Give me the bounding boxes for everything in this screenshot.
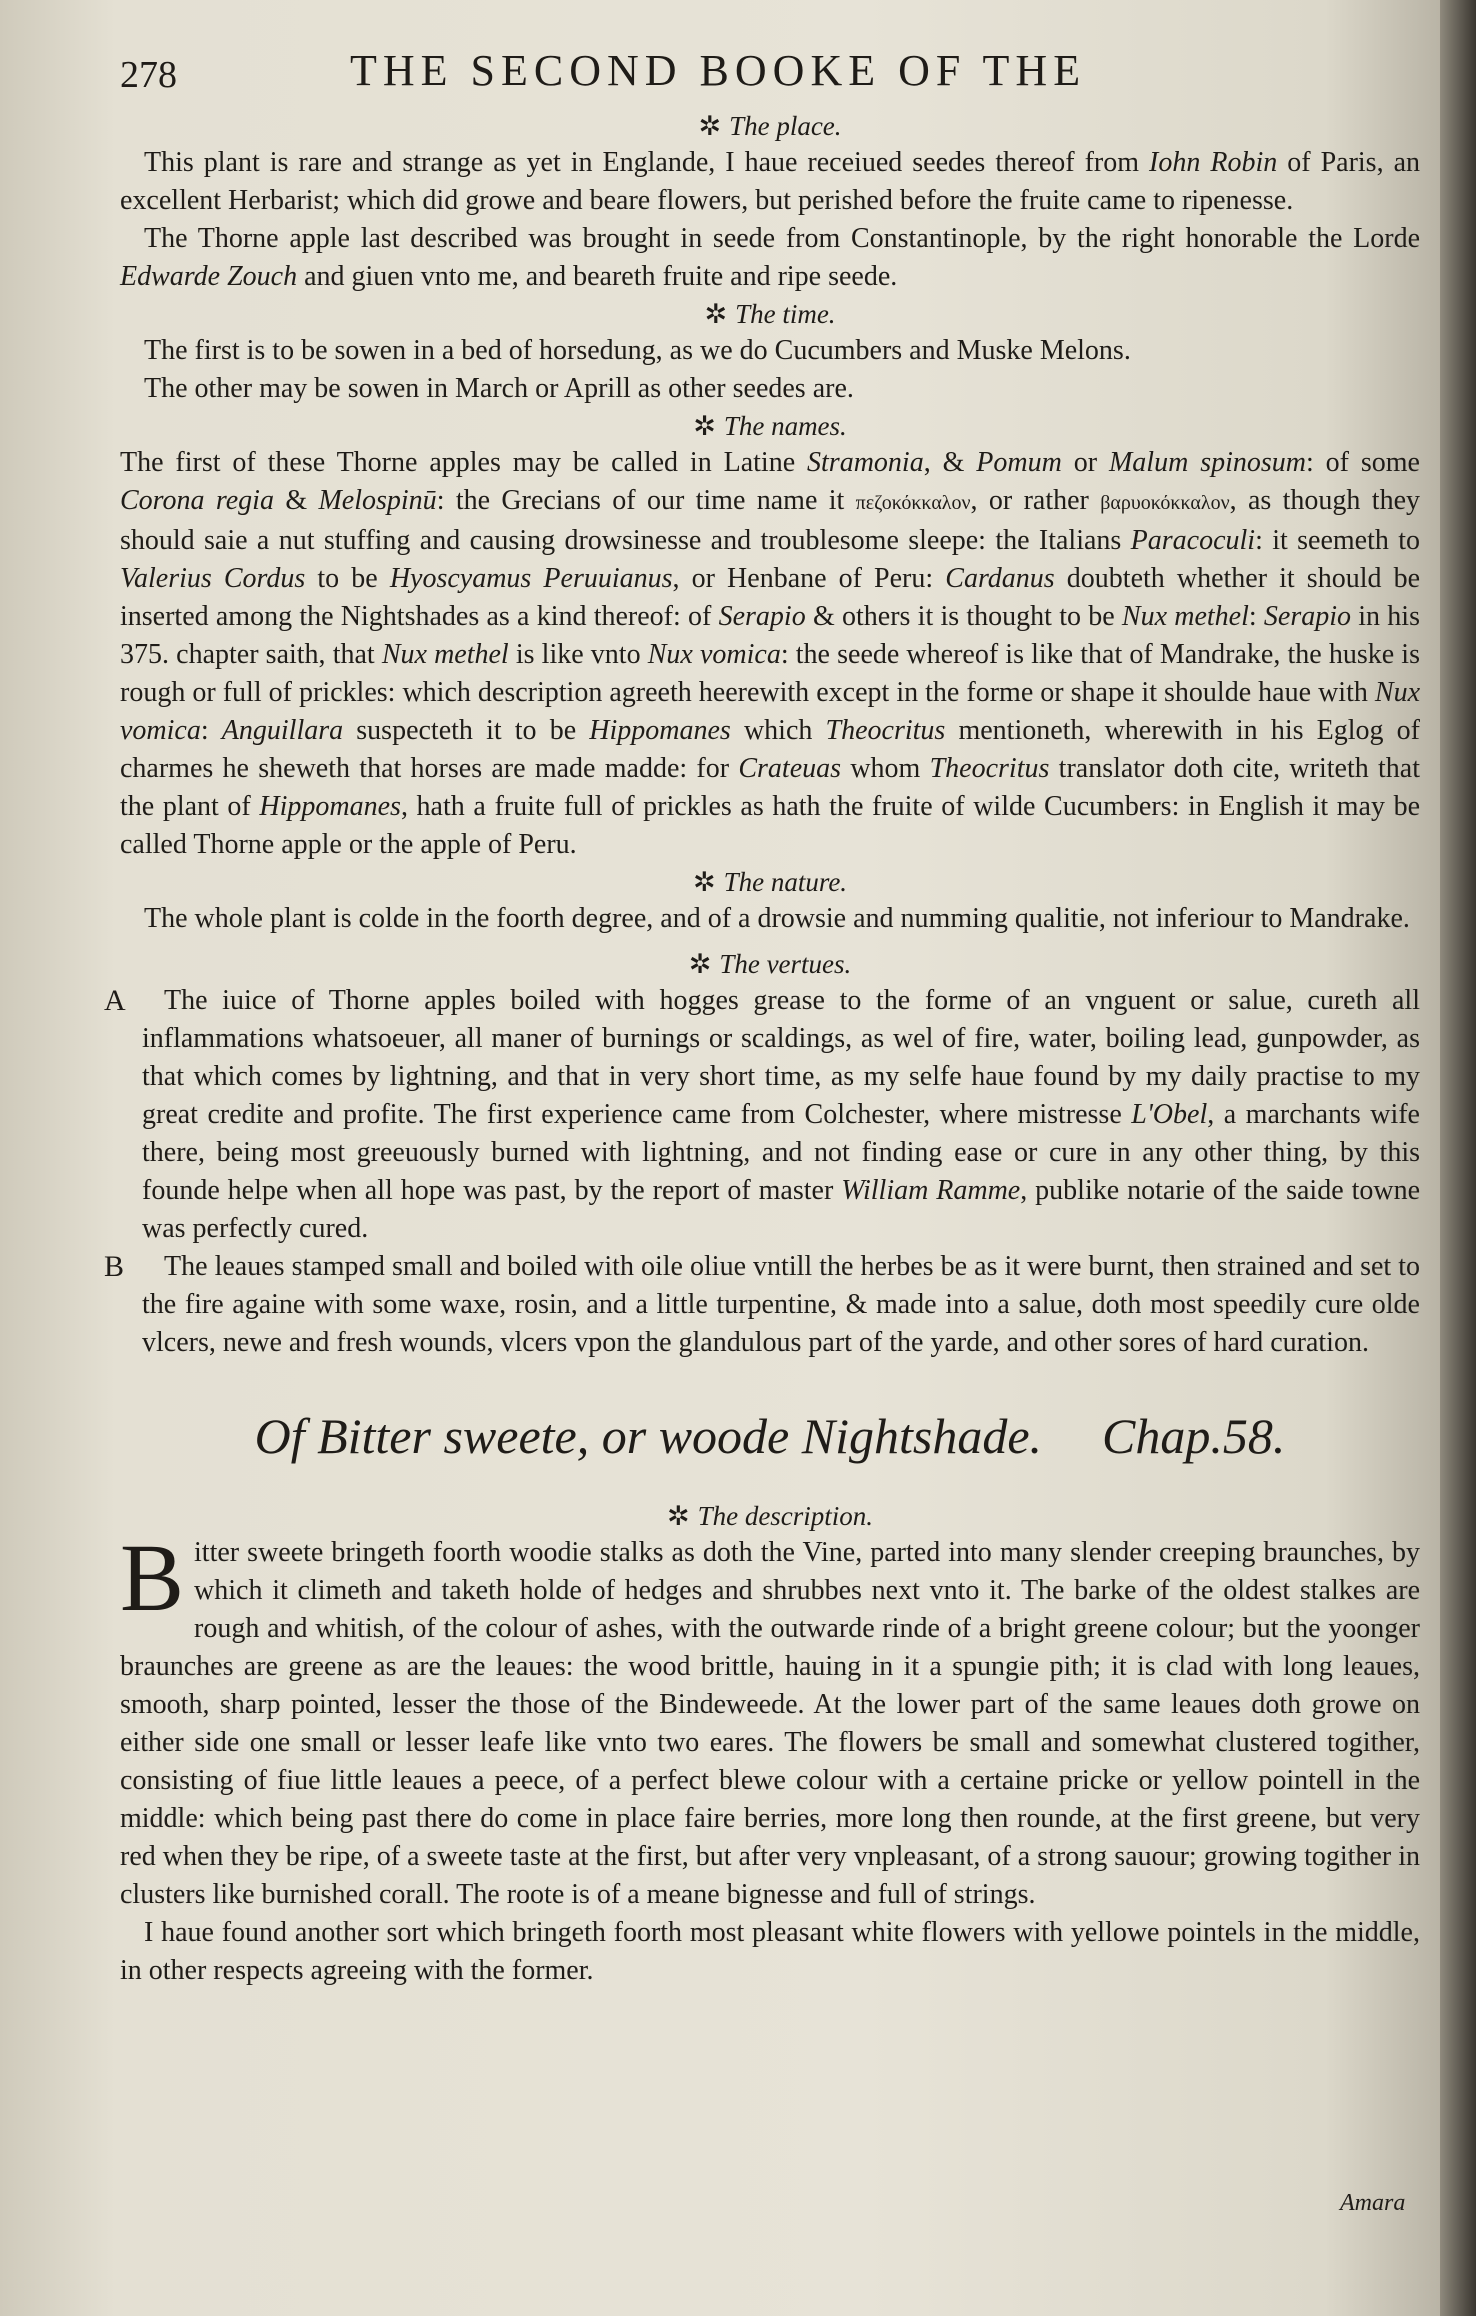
nature-paragraph: The whole plant is colde in the foorth degree, and of a drowsie and numming qualitie, not inferiour to Mandrake. (144, 903, 1410, 934)
names-paragraph: The first of these Thorne apples may be called in Latine Stramonia, & Pomum or Malum spinosum: of some Corona regia & Melospinū: the Grecians of our time name it πεζοκόκκαλον, or rather βαρυοκόκκαλον, as though they should saie a nut stuffing and causing drowsinesse and troublesome sleepe: the Italians Paracoculi: it seemeth to Valerius Cordus to be Hyoscyamus Peruuianus, or Henbane of Peru: Cardanus doubteth whether it should be inserted among the Nightshades as a kind thereof: of Serapio & others it is thought to be Nux methel: Serapio in his 375. chapter saith, that Nux methel is like vnto Nux vomica: the seede whereof is like that of Mandrake, the huske is rough or full of prickles: which description agreeth heerewith except in the forme or shape it shoulde haue with Nux vomica: Anguillara suspecteth it to be Hippomanes which Theocritus mentioneth, wherewith in his Eglog of charmes he sheweth that horses are made madde: for Crateuas whom Theocritus translator doth cite, writeth that the plant of Hippomanes, hath a fruite full of prickles as hath the fruite of wilde Cucumbers: in English it may be called Thorne apple or the apple of Peru. (120, 447, 1421, 860)
page-edge (1440, 0, 1476, 2316)
chapter-number: Chap.58. (1102, 1408, 1286, 1464)
fleuron-icon: ✲ (693, 411, 716, 441)
vertue-letter-b: B (104, 1250, 125, 1283)
fleuron-icon: ✲ (698, 111, 722, 141)
fleuron-icon: ✲ (704, 299, 728, 329)
fleuron-icon: ✲ (692, 867, 716, 897)
heading-time: ✲ The time. (704, 299, 836, 329)
chapter-name: Of Bitter sweete, or woode Nightshade. (254, 1408, 1043, 1464)
time-paragraph-1: The first is to be sowen in a bed of horsedung, as we do Cucumbers and Muske Melons. (144, 335, 1131, 366)
chapter-title (120, 1406, 1420, 1466)
place-paragraph-1: This plant is rare and strange as yet in Englande, I haue receiued seedes thereof from Iohn Robin of Paris, an excellent Herbarist; which did growe and beare flowers, but perished before the fruite came to ripenesse. (120, 147, 1420, 216)
time-paragraph-2: The other may be sowen in March or Aprill as other seedes are. (144, 373, 854, 404)
description-block (120, 1524, 1420, 1990)
drop-cap: B (120, 1524, 185, 1631)
vertue-a (104, 982, 1420, 1248)
description-paragraph-2: I haue found another sort which bringeth foorth most pleasant white flowers with yellowe pointels in the middle, in other respects agreeing with the former. (120, 1917, 1420, 1986)
fleuron-icon: ✲ (666, 1501, 690, 1531)
heading-vertues: ✲ The vertues. (688, 949, 852, 979)
catchword: Amara (1340, 2190, 1406, 2216)
heading-nature: ✲ The nature. (692, 867, 848, 897)
page-number: 278 (120, 54, 177, 96)
heading-place: ✲ The place. (698, 111, 842, 141)
description-paragraph-1: itter sweete bringeth foorth woodie stalks as doth the Vine, parted into many slender creeping braunches, by which it climeth and taketh holde of hedges and shrubbes next vnto it. The barke of the oldest stalkes are rough and whitish, of the colour of ashes, with the outwarde rinde of a bright greene colour; but the yoonger braunches are greene as are the leaues: the wood brittle, hauing in it a spungie pith; it is clad with long leaues, smooth, sharp pointed, lesser the those of the Bindeweede. At the lower part of the same leaues doth growe on either side one small or lesser leafe like vnto two eares. The flowers be small and somewhat clustered togither, consisting of fiue little leaues a peece, of a perfect blewe colour with a certaine pricke or yellow pointell in the middle: which being past there do come in place faire berries, more long then rounde, at the first greene, but very red when they be ripe, of a sweete taste at the first, but after very vnpleasant, of a strong sauour; growing togither in clusters like burnished corall. The roote is of a meane bignesse and full of strings. (120, 1537, 1420, 1910)
heading-description: ✲ The description. (666, 1501, 874, 1531)
fleuron-icon: ✲ (688, 949, 712, 979)
heading-names: ✲ The names. (693, 411, 847, 441)
running-head (120, 48, 1420, 108)
page-content (104, 46, 1421, 1990)
vertue-b-text: The leaues stamped small and boiled with oile oliue vntill the herbes be as it were burnt, then strained and set to the fire againe with some waxe, rosin, and a little turpentine, & made into a salue, doth most speedily cure olde vlcers, newe and fresh wounds, vlcers vpon the glandulous part of the yarde, and other sores of hard curation. (142, 1251, 1420, 1358)
vertue-b (104, 1248, 1420, 1362)
vertue-letter-a: A (104, 984, 126, 1017)
place-paragraph-2: The Thorne apple last described was brought in seede from Constantinople, by the right honorable the Lorde Edwarde Zouch and giuen vnto me, and beareth fruite and ripe seede. (120, 223, 1420, 292)
vertue-a-text: The iuice of Thorne apples boiled with hogges grease to the forme of an vnguent or salue, cureth all inflammations whatsoeuer, all maner of burnings or scaldings, as wel of fire, water, boiling lead, gunpowder, as that which comes by lightning, and that in very short time, as my selfe haue found by my daily practise to my great credite and profite. The first experience came from Colchester, where mistresse L'Obel, a marchants wife there, being most greeuously burned with lightning, and not finding ease or cure in any other thing, by this founde helpe when all hope was past, by the report of master William Ramme, publike notarie of the saide towne was perfectly cured. (142, 985, 1420, 1244)
book-title: THE SECOND BOOKE OF THE (350, 46, 1087, 95)
